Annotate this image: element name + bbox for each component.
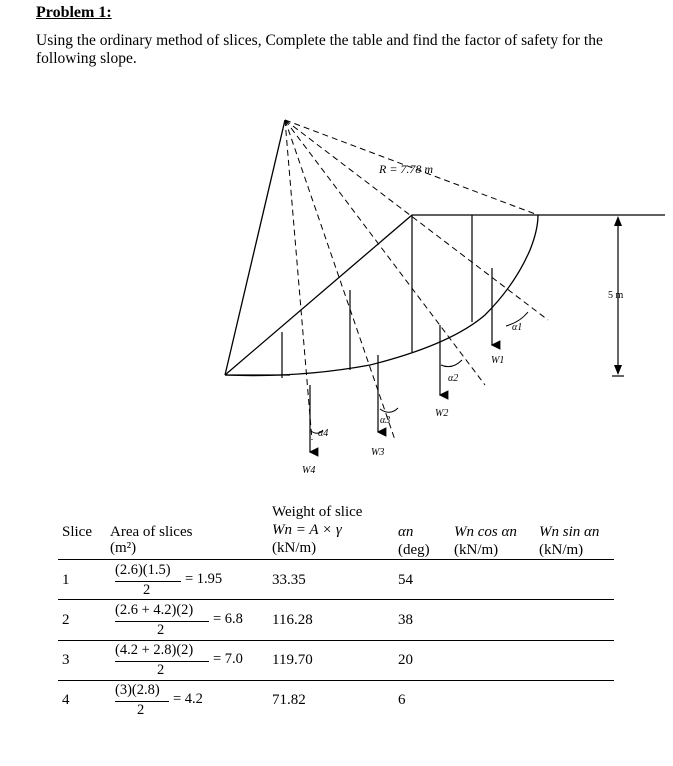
slope-face-line [225, 215, 412, 375]
row2-area-result: = 6.8 [213, 611, 243, 627]
radius-dashed-line [285, 120, 312, 440]
row1-rule [58, 599, 614, 600]
header-rule [58, 559, 614, 560]
row2-area-numerator: (2.6 + 4.2)(2) [115, 602, 194, 618]
row2-slice: 2 [62, 612, 70, 628]
slip-circle-arc [225, 215, 538, 376]
row4-weight: 71.82 [272, 692, 306, 708]
angle-arc-a2 [441, 360, 462, 367]
weight-label-w3: W3 [371, 447, 385, 458]
angle-label-a2: α2 [448, 373, 459, 384]
row4-slice: 4 [62, 692, 70, 708]
angle-label-a3: α3 [380, 415, 391, 426]
weight-label-w1: W1 [491, 355, 505, 366]
header-alpha-line1: αn [398, 524, 414, 540]
row3-rule [58, 680, 614, 681]
row2-alpha: 38 [398, 612, 413, 628]
header-area-line1: Area of slices [110, 524, 193, 540]
weight-label-w2: W2 [435, 408, 449, 419]
header-alpha-line2: (deg) [398, 542, 430, 558]
header-area-line2: (m²) [110, 540, 137, 556]
problem-title: Problem 1: [36, 4, 112, 21]
row2-weight: 116.28 [272, 612, 313, 628]
header-wcos-line2: (kN/m) [454, 542, 499, 558]
problem-statement: Using the ordinary method of slices, Complete the table and find the factor of safety for the following slope. [36, 32, 603, 67]
radius-dashed-line [285, 120, 485, 385]
radius-label: R = 7.78 m [379, 162, 434, 176]
row4-area-numerator: (3)(2.8) [115, 682, 160, 698]
row3-slice: 3 [62, 652, 70, 668]
header-slice: Slice [62, 524, 92, 540]
header-weight-line2: Wn = A × γ [272, 522, 342, 538]
row1-alpha: 54 [398, 572, 413, 588]
height-label: 5 m [608, 290, 624, 301]
weight-label-w4: W4 [302, 465, 316, 476]
row1-slice: 1 [62, 572, 70, 588]
header-weight-line3: (kN/m) [272, 540, 317, 556]
row3-area-numerator: (4.2 + 2.8)(2) [115, 642, 194, 658]
height-arrow-bottom [614, 365, 622, 375]
row1-area-result: = 1.95 [185, 571, 223, 587]
row4-area-result: = 4.2 [173, 691, 203, 707]
header-wsin-line1: Wn sin αn [539, 524, 600, 540]
row1-weight: 33.35 [272, 572, 306, 588]
row1-area-denominator: 2 [143, 582, 151, 598]
row3-area-result: = 7.0 [213, 651, 243, 667]
row3-alpha: 20 [398, 652, 413, 668]
header-wsin-line2: (kN/m) [539, 542, 584, 558]
row4-area-denominator: 2 [137, 702, 145, 718]
header-weight-line1: Weight of slice [272, 504, 363, 520]
angle-label-a4: α4 [318, 428, 329, 439]
angle-arc-a3 [380, 408, 398, 412]
header-wcos-line1: Wn cos αn [454, 524, 517, 540]
angle-label-a1: α1 [512, 322, 523, 333]
radius-to-toe-line [225, 120, 285, 375]
row4-alpha: 6 [398, 692, 406, 708]
row1-area-numerator: (2.6)(1.5) [115, 562, 171, 578]
row2-rule [58, 640, 614, 641]
row2-area-denominator: 2 [157, 622, 165, 638]
row3-area-denominator: 2 [157, 662, 165, 678]
height-arrow-top [614, 216, 622, 226]
row3-weight: 119.70 [272, 652, 313, 668]
